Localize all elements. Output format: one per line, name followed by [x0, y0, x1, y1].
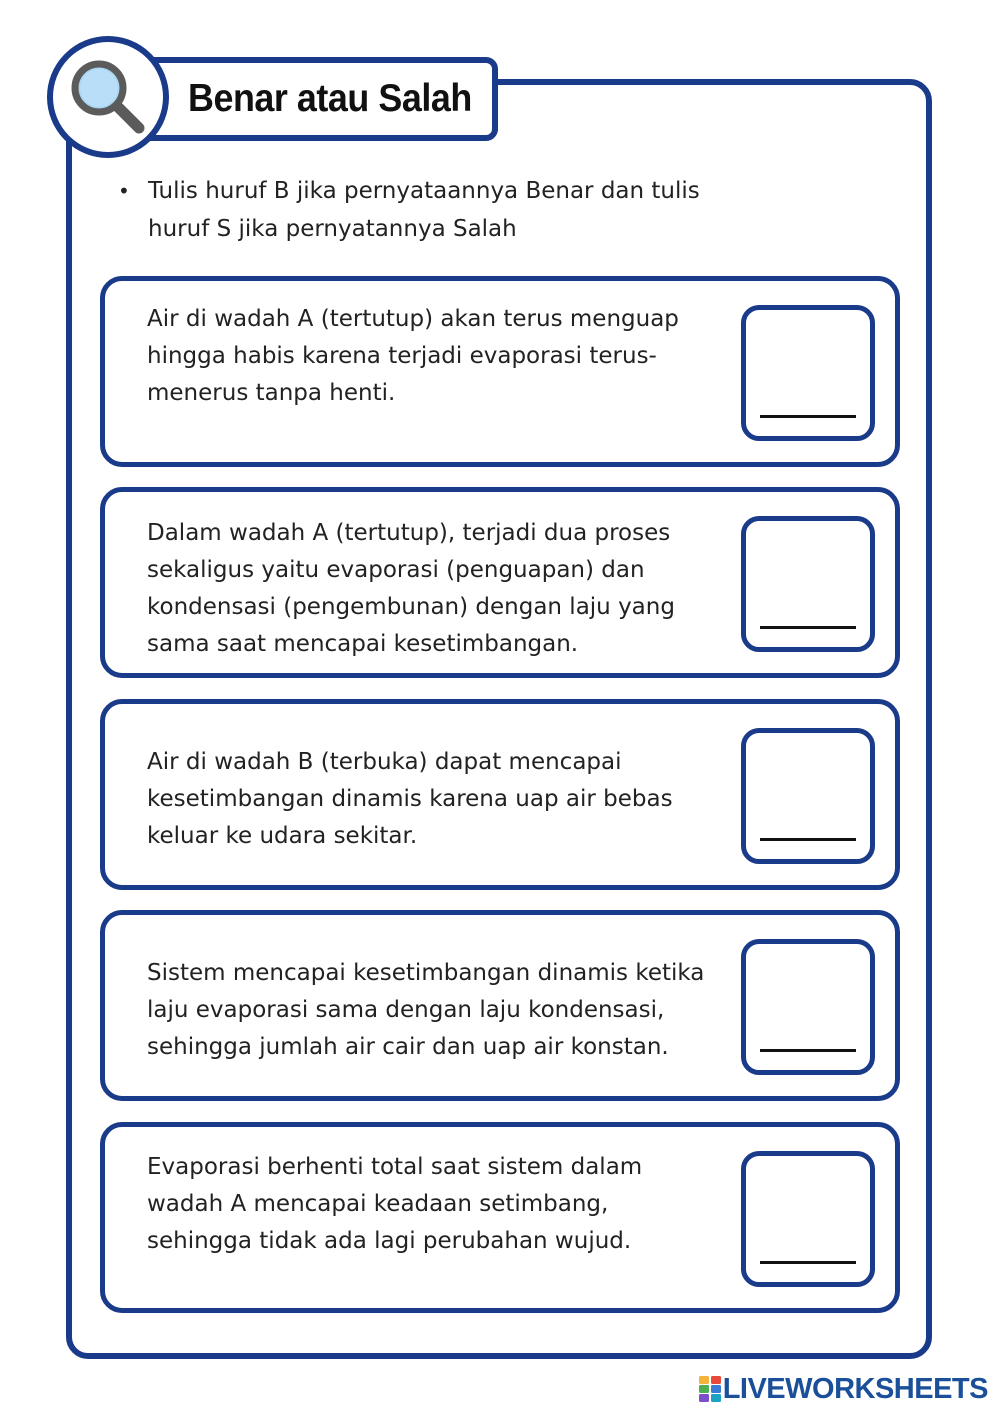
- brand-name: LIVEWORKSHEETS: [722, 1372, 988, 1405]
- statement-card-3: [100, 699, 900, 890]
- answer-input-1[interactable]: [741, 305, 875, 441]
- statement-text: Dalam wadah A (tertutup), terjadi dua proses sekaligus yaitu evaporasi (penguapan) dan kondensasi (pengembunan) dengan laju yang sama saat mencapai kesetimbangan.: [147, 520, 675, 657]
- statement-text: Air di wadah B (terbuka) dapat mencapai kesetimbangan dinamis karena uap air bebas keluar ke udara sekitar.: [147, 749, 673, 849]
- statement-card-4: [100, 910, 900, 1101]
- answer-line: [760, 626, 856, 629]
- answer-input-5[interactable]: [741, 1151, 875, 1287]
- statement-text: Air di wadah A (tertutup) akan terus menguap hingga habis karena terjadi evaporasi terus-menerus tanpa henti.: [147, 306, 679, 406]
- answer-line: [760, 838, 856, 841]
- statement-text: Sistem mencapai kesetimbangan dinamis ketika laju evaporasi sama dengan laju kondensasi, sehingga jumlah air cair dan uap air konstan.: [147, 960, 705, 1060]
- liveworksheets-logo-icon: [699, 1376, 721, 1402]
- magnifier-badge: [47, 36, 169, 158]
- instruction: [118, 172, 718, 248]
- statement-card-2: [100, 487, 900, 678]
- answer-input-3[interactable]: [741, 728, 875, 864]
- brand-logo: [699, 1372, 988, 1406]
- answer-line: [760, 1049, 856, 1052]
- answer-line: [760, 1261, 856, 1264]
- statement-card-5: [100, 1122, 900, 1313]
- statement-text: Evaporasi berhenti total saat sistem dalam wadah A mencapai keadaan setimbang, sehingga tidak ada lagi perubahan wujud.: [147, 1154, 643, 1254]
- title-box: [118, 57, 498, 141]
- page-title: Benar atau Salah: [188, 77, 472, 120]
- answer-line: [760, 415, 856, 418]
- instruction-text: Tulis huruf B jika pernyataannya Benar dan tulis huruf S jika pernyatannya Salah: [148, 178, 700, 242]
- magnifier-icon: [67, 56, 149, 138]
- instruction-bullet: •: [118, 179, 130, 203]
- statement-card-1: [100, 276, 900, 467]
- answer-input-4[interactable]: [741, 939, 875, 1075]
- answer-input-2[interactable]: [741, 516, 875, 652]
